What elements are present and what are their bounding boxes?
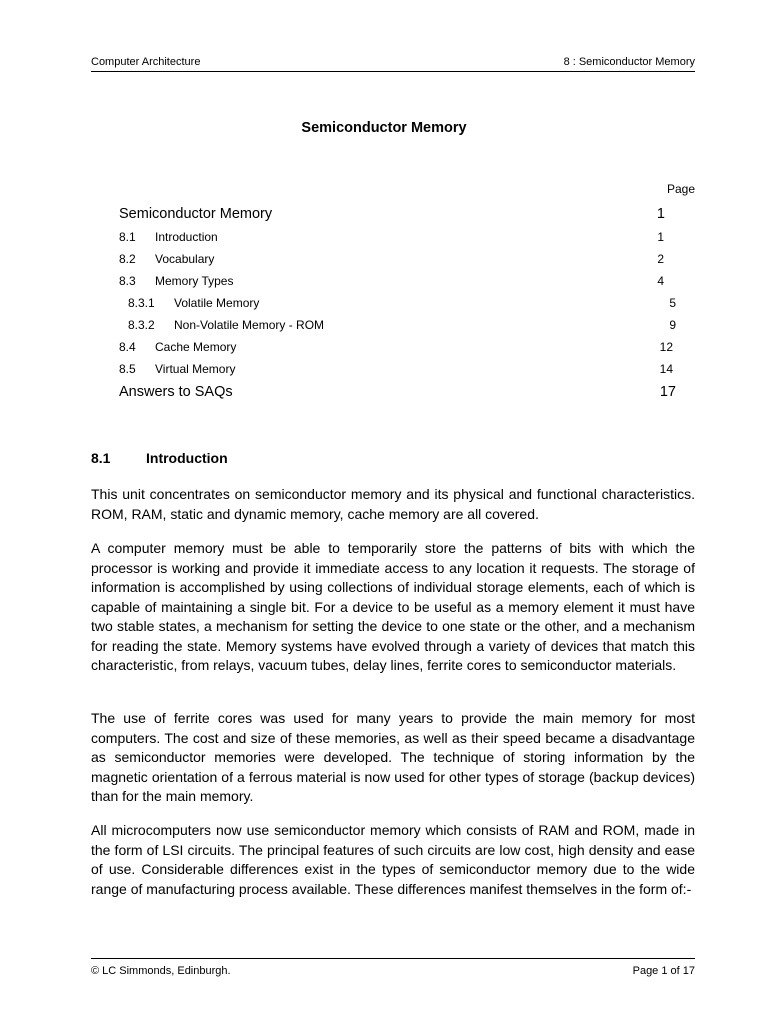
toc-entry-number: 8.2	[119, 252, 136, 266]
header-chapter-title: 8 : Semiconductor Memory	[563, 56, 695, 68]
toc-page-heading: Page	[666, 182, 695, 196]
footer-copyright: © LC Simmonds, Edinburgh.	[91, 965, 231, 977]
toc-entry-label: Answers to SAQs	[119, 384, 233, 400]
header-course-title: Computer Architecture	[91, 56, 201, 68]
toc-entry-label: Virtual Memory	[155, 362, 236, 376]
section-number: 8.1	[91, 450, 111, 466]
body-paragraph: A computer memory must be able to temporarily store the patterns of bits with which the processor is working and provide it immediate access to any location it requests. The storage of information is accomplished by using collections of individual storage elements, each of which is capable of maintaining a single bit. For a device to be useful as a memory element it must have two stable states, a mechanism for setting the device to one state or the other, and a mechanism for reading the state. Memory systems have evolved through a variety of devices that match this characteristic, from relays, vacuum tubes, delay lines, ferrite cores to semiconductor materials.	[91, 540, 695, 673]
body-paragraph: The use of ferrite cores was used for many years to provide the main memory for most computers. The cost and size of these memories, as well as their speed became a disadvantage as semiconductor memories were developed. The technique of storing information by the magnetic orientation of a ferrous material is now used for other types of storage (backup devices) than for the main memory.	[91, 710, 695, 804]
page-footer	[91, 964, 695, 978]
section-title: Introduction	[146, 450, 228, 466]
toc-entry-page: 5	[669, 296, 676, 310]
toc-entry-label: Vocabulary	[155, 252, 215, 266]
page-header	[91, 55, 695, 69]
toc-entry-number: 8.3	[119, 274, 136, 288]
footer-divider	[91, 958, 695, 959]
toc-entry-label: Volatile Memory	[174, 296, 260, 310]
toc-entry-page: 12	[659, 340, 673, 354]
toc-entry-page: 1	[656, 206, 665, 222]
toc-entry-label: Introduction	[155, 230, 218, 244]
footer-page-number: Page 1 of 17	[632, 965, 695, 977]
toc-entry-number: 8.3.2	[128, 318, 155, 332]
body-paragraph: This unit concentrates on semiconductor memory and its physical and functional characteristics. ROM, RAM, static and dynamic memory, cache memory are all covered.	[91, 486, 695, 522]
toc-entry-label: Semiconductor Memory	[119, 206, 273, 222]
toc-entry-label: Memory Types	[155, 274, 234, 288]
toc-entry-number: 8.4	[119, 340, 136, 354]
toc-entry-page: 9	[669, 318, 676, 332]
toc-entry-page: 17	[659, 384, 676, 400]
toc-entry-number: 8.3.1	[128, 296, 155, 310]
toc-entry-number: 8.5	[119, 362, 136, 376]
page-title: Semiconductor Memory	[301, 120, 467, 136]
toc-entry-page: 1	[657, 230, 664, 244]
toc-entry-number: 8.1	[119, 230, 136, 244]
toc-entry-page: 14	[659, 362, 673, 376]
toc-entry-page: 2	[657, 252, 664, 266]
toc-entry-label: Non-Volatile Memory - ROM	[174, 318, 325, 332]
toc-entry-page: 4	[657, 274, 664, 288]
body-paragraph: All microcomputers now use semiconductor memory which consists of RAM and ROM, made in the form of LSI circuits. The principal features of such circuits are low cost, high density and ease of use. Considerable differences exist in the types of semiconductor memory due to the wide range of manufacturing process available. These differences manifest themselves in the form of:-	[91, 822, 695, 897]
header-divider	[91, 71, 695, 72]
toc-entry-label: Cache Memory	[155, 340, 237, 354]
